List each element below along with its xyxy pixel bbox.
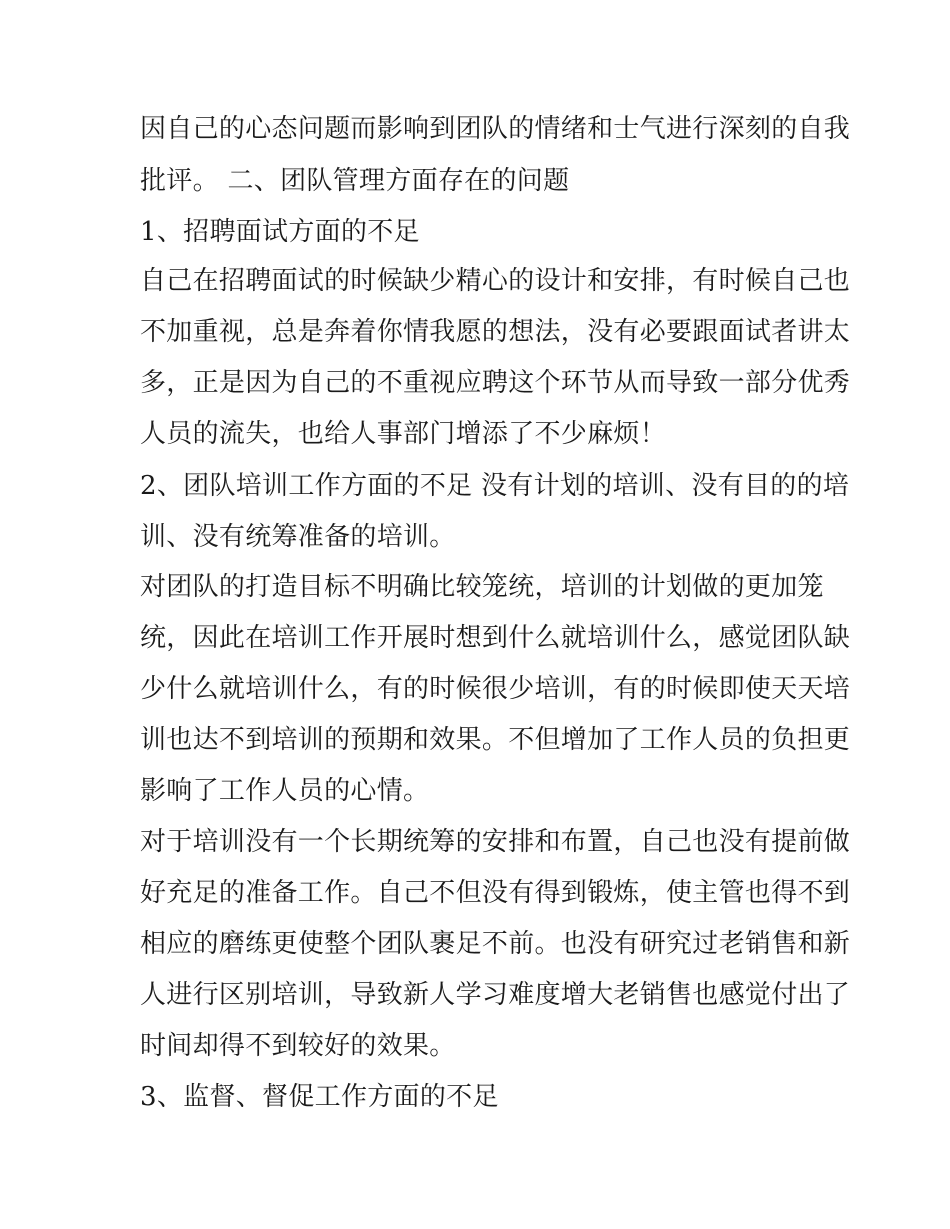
text-line: 训、没有统筹准备的培训。 bbox=[140, 522, 456, 552]
text-line: 人进行区别培训，导致新人学习难度增大老销售也感觉付出了 bbox=[140, 980, 851, 1010]
text-line: 训也达不到培训的预期和效果。不但增加了工作人员的负担更 bbox=[140, 725, 851, 755]
text-line: 多，正是因为自己的不重视应聘这个环节从而导致一部分优秀 bbox=[140, 368, 851, 398]
text-line: 对于培训没有一个长期统筹的安排和布置，自己也没有提前做 bbox=[140, 827, 851, 857]
text-line: 人员的流失，也给人事部门增添了不少麻烦！ bbox=[140, 419, 667, 449]
text-line: 时间却得不到较好的效果。 bbox=[140, 1031, 456, 1061]
text-line: 不加重视，总是奔着你情我愿的想法，没有必要跟面试者讲太 bbox=[140, 317, 851, 347]
text-line: 相应的磨练更使整个团队裹足不前。也没有研究过老销售和新 bbox=[140, 929, 851, 959]
text-line: 因自己的心态问题而影响到团队的情绪和士气进行深刻的自我 bbox=[140, 114, 851, 144]
text-line: 少什么就培训什么，有的时候很少培训，有的时候即使天天培 bbox=[140, 674, 851, 704]
section-heading: 批评。 二、团队管理方面存在的问题 bbox=[140, 166, 570, 196]
text-line: 影响了工作人员的心情。 bbox=[140, 776, 430, 806]
subsection-heading: 3、监督、督促工作方面的不足 bbox=[140, 1082, 499, 1112]
subsection-heading: 2、团队培训工作方面的不足 没有计划的培训、没有目的的培 bbox=[140, 471, 850, 501]
subsection-heading: 1、招聘面试方面的不足 bbox=[140, 217, 420, 247]
text-line: 统，因此在培训工作开展时想到什么就培训什么，感觉团队缺 bbox=[140, 623, 851, 653]
text-line: 好充足的准备工作。自己不但没有得到锻炼，使主管也得不到 bbox=[140, 878, 851, 908]
text-line: 自己在招聘面试的时候缺少精心的设计和安排，有时候自己也 bbox=[140, 266, 851, 296]
text-line: 对团队的打造目标不明确比较笼统，培训的计划做的更加笼 bbox=[140, 572, 824, 602]
